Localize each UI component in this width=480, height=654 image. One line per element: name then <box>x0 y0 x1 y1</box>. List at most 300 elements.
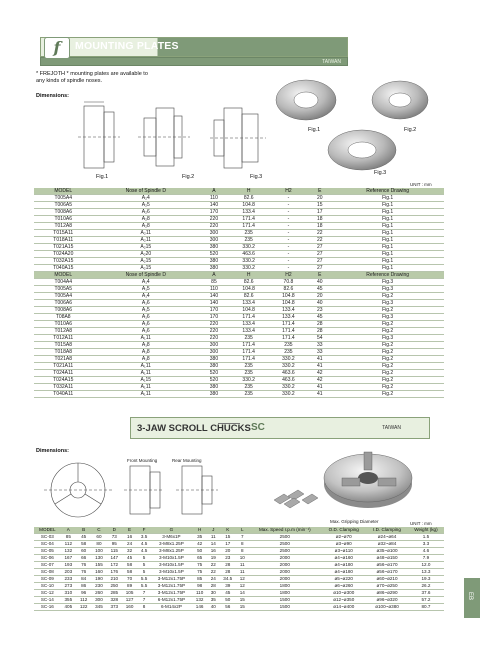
table-cell: A₁8 <box>92 349 199 356</box>
table-cell: T024A15 <box>34 377 92 384</box>
table-cell: 23 <box>219 555 236 562</box>
table-cell: 104.8 <box>269 300 309 307</box>
table-cell: A₁11 <box>92 384 199 391</box>
table-cell: 122 <box>76 604 91 611</box>
table-cell: 82.6 <box>229 195 269 202</box>
table-cell: 89 <box>122 583 137 590</box>
table-cell: 34.5 <box>219 576 236 583</box>
table-cell: 8 <box>137 604 151 611</box>
table-row <box>34 583 444 590</box>
table-cell: 45 <box>219 590 236 597</box>
table-cell: - <box>269 195 309 202</box>
table-cell: A₂15 <box>92 258 199 265</box>
table-cell: 37.6 <box>408 590 444 597</box>
table-cell: A₂5 <box>92 202 199 209</box>
table-row <box>34 307 444 314</box>
table-cell: T021A15 <box>34 244 92 251</box>
table-cell: ø60~ø210 <box>366 576 408 583</box>
table1-subheader-cell: E <box>308 272 331 279</box>
table-cell: 105 <box>122 590 137 597</box>
table-cell: 28 <box>207 583 219 590</box>
table-cell: T08A8 <box>34 314 92 321</box>
table-cell: 100 <box>91 548 106 555</box>
table-cell: A₁8 <box>92 356 199 363</box>
dimensions-label-2: Dimensions: <box>36 448 70 454</box>
table-cell: 146 <box>192 604 207 611</box>
table-cell: 4.5 <box>137 548 151 555</box>
table-cell: 110 <box>199 286 229 293</box>
table-cell: 110 <box>192 590 207 597</box>
table-cell: 82.6 <box>229 293 269 300</box>
table-cell: 28 <box>308 321 331 328</box>
table-cell: T015A8 <box>34 342 92 349</box>
table-cell: - <box>269 244 309 251</box>
table-cell: 58 <box>122 569 137 576</box>
fig-label-1: Fig.1 <box>96 174 109 180</box>
table-row <box>34 576 444 583</box>
table-row <box>34 370 444 377</box>
table-cell: 45 <box>76 534 91 541</box>
table-cell: 170 <box>199 209 229 216</box>
table-cell: 85 <box>192 576 207 583</box>
table-cell: 3-M10x1.5P <box>151 555 192 562</box>
table-cell: 20 <box>219 548 236 555</box>
table-row <box>34 244 444 251</box>
table-cell: 75 <box>192 562 207 569</box>
table-cell: 10 <box>236 555 248 562</box>
table-cell: 2500 <box>248 534 321 541</box>
table-cell: ø56~ø170 <box>366 562 408 569</box>
table-cell: 41 <box>308 356 331 363</box>
table-cell: SC-12 <box>34 590 61 597</box>
table-cell: 140 <box>199 300 229 307</box>
table2-header-cell: I.D. Clamping <box>366 527 408 534</box>
table-cell: 5 <box>137 569 151 576</box>
note-line-1: * FREJOTH * mounting plates are available to <box>36 71 148 77</box>
table-cell: 133.4 <box>269 307 309 314</box>
table-cell: 82.6 <box>269 286 309 293</box>
table-cell: T006A5 <box>34 202 92 209</box>
table-cell: 6-M12x1.75P <box>151 597 192 604</box>
table-cell: T008A6 <box>34 307 92 314</box>
table-cell: SC-03 <box>34 534 61 541</box>
table-cell: 273 <box>61 583 76 590</box>
table2-header-cell: H <box>192 527 207 534</box>
table1-subheader-row <box>34 272 444 279</box>
table-cell: A₁6 <box>92 321 199 328</box>
table-row <box>34 604 444 611</box>
table-cell: ø86~ø290 <box>366 590 408 597</box>
table-cell: ø70~ø250 <box>366 583 408 590</box>
dimensions-label: Dimensions: <box>36 93 70 99</box>
gripping-diameter-header: Max. Gripping Diameter <box>330 519 379 524</box>
table-cell: ø3~ø90 <box>321 541 366 548</box>
table-cell: A₂15 <box>92 244 199 251</box>
table-cell: 328 <box>107 597 122 604</box>
table-cell: 104.8 <box>269 293 309 300</box>
table-cell: 220 <box>199 328 229 335</box>
table-row <box>34 384 444 391</box>
table-cell: Fig.1 <box>331 251 444 258</box>
table2-header-cell: F <box>137 527 151 534</box>
table-row <box>34 279 444 286</box>
table-cell: 110 <box>199 195 229 202</box>
table-row <box>34 349 444 356</box>
table-cell: 380 <box>199 363 229 370</box>
table-cell: 12 <box>236 583 248 590</box>
table-cell: 14 <box>207 541 219 548</box>
table-cell: 115 <box>107 548 122 555</box>
table-cell: Fig.1 <box>331 258 444 265</box>
table-cell: T024A20 <box>34 251 92 258</box>
table-cell: T032A15 <box>34 258 92 265</box>
table-cell: 310 <box>61 590 76 597</box>
table-cell: 140 <box>199 202 229 209</box>
table-cell: 8 <box>236 548 248 555</box>
table-cell: 171.4 <box>229 342 269 349</box>
table-cell: 520 <box>199 370 229 377</box>
table-cell: Fig.1 <box>331 265 444 272</box>
table-cell: ø100~ø380 <box>366 604 408 611</box>
table-cell: 35 <box>192 534 207 541</box>
table-cell: 18 <box>308 223 331 230</box>
table-cell: 171.4 <box>229 216 269 223</box>
table-cell: 11 <box>236 569 248 576</box>
table-cell: A₁4 <box>92 293 199 300</box>
table-cell: 380 <box>199 356 229 363</box>
table-cell: 133.4 <box>229 300 269 307</box>
table-cell: 520 <box>199 377 229 384</box>
region-tag-2: TAIWAN <box>382 425 401 431</box>
table1-header-cell: A <box>199 188 229 195</box>
table-cell: SC-16 <box>34 604 61 611</box>
table-cell: 70.8 <box>269 279 309 286</box>
table-cell: A₂6 <box>92 209 199 216</box>
table-cell: 171.4 <box>229 223 269 230</box>
table-cell: Fig.2 <box>331 342 444 349</box>
table-cell: - <box>269 237 309 244</box>
table-cell: 5.5 <box>137 583 151 590</box>
table-cell: 50 <box>192 548 207 555</box>
table-cell: Fig.3 <box>331 300 444 307</box>
table-cell: 1500 <box>248 604 321 611</box>
table-cell: 2000 <box>248 569 321 576</box>
table-cell: 167 <box>61 555 76 562</box>
photo-label-3: Fig.3 <box>374 170 387 176</box>
table-row <box>34 391 444 398</box>
table-cell: ø32~ø84 <box>366 541 408 548</box>
table-cell: 140 <box>199 293 229 300</box>
table-cell: 235 <box>229 384 269 391</box>
table-row <box>34 251 444 258</box>
table-cell: 41 <box>308 384 331 391</box>
table-cell: A₂8 <box>92 223 199 230</box>
table-row <box>34 534 444 541</box>
table1-subheader-cell: MODEL <box>34 272 92 279</box>
table-cell: Fig.2 <box>331 328 444 335</box>
table-cell: A₁5 <box>92 286 199 293</box>
table-cell: T018A11 <box>34 237 92 244</box>
table-cell: 65 <box>192 555 207 562</box>
table-cell: 380 <box>199 244 229 251</box>
table-cell: - <box>269 223 309 230</box>
table-cell: 3-M8x1.25P <box>151 548 192 555</box>
table-cell: 56 <box>219 604 236 611</box>
jaw-pieces-photo <box>270 480 326 510</box>
table-cell: 2000 <box>248 576 321 583</box>
table-cell: 11 <box>236 562 248 569</box>
table-cell: 176 <box>107 569 122 576</box>
section-title-2: 3-JAW SCROLL CHUCKS <box>137 423 251 434</box>
table-cell: 39 <box>219 583 236 590</box>
table-cell: ø56~ø170 <box>366 569 408 576</box>
table-cell: T040A15 <box>34 265 92 272</box>
table-cell: 24 <box>122 541 137 548</box>
table-cell: 41 <box>308 391 331 398</box>
table-cell: 463.6 <box>229 251 269 258</box>
table-cell: 3-M10x1.5P <box>151 562 192 569</box>
table-cell: 7 <box>236 534 248 541</box>
table-row <box>34 328 444 335</box>
table-cell: 28 <box>219 562 236 569</box>
table-cell: ø3~ø110 <box>321 548 366 555</box>
table-cell: 220 <box>199 335 229 342</box>
table-row <box>34 569 444 576</box>
table-cell: A₁6 <box>92 300 199 307</box>
table-cell: 133.4 <box>269 314 309 321</box>
table-cell: 4.5 <box>137 541 151 548</box>
table-cell: 27 <box>308 251 331 258</box>
table-cell: 58 <box>122 562 137 569</box>
mounting-plates-table <box>34 188 444 398</box>
table-cell: - <box>269 216 309 223</box>
table-cell: A₁11 <box>92 335 199 342</box>
table-cell: 235 <box>269 342 309 349</box>
table-cell: 170 <box>199 314 229 321</box>
page-side-tab <box>464 578 480 618</box>
table-cell: 133.4 <box>229 321 269 328</box>
table-row <box>34 230 444 237</box>
table1-subheader-cell: H2 <box>269 272 309 279</box>
table-row <box>34 555 444 562</box>
table-cell: SC-04 <box>34 541 61 548</box>
table-cell: A₁6 <box>92 314 199 321</box>
table-cell: 220 <box>199 321 229 328</box>
table-cell: 76 <box>76 562 91 569</box>
table-cell: - <box>269 251 309 258</box>
table-cell: 2000 <box>248 562 321 569</box>
table-row <box>34 562 444 569</box>
table-cell: 60 <box>76 548 91 555</box>
brand-logo: f <box>44 37 70 59</box>
table-cell: 1800 <box>248 583 321 590</box>
table-cell: 15 <box>219 534 236 541</box>
table-cell: A₂11 <box>92 237 199 244</box>
table-cell: ø96~ø320 <box>366 597 408 604</box>
table2-header-cell: C <box>91 527 106 534</box>
table-row <box>34 356 444 363</box>
table-cell: 380 <box>199 391 229 398</box>
table-cell: Fig.1 <box>331 244 444 251</box>
table-cell: 193 <box>61 562 76 569</box>
table-row <box>34 335 444 342</box>
table-cell: 42 <box>192 541 207 548</box>
table-cell: 155 <box>91 562 106 569</box>
table-row <box>34 300 444 307</box>
table-cell: 42 <box>308 370 331 377</box>
table-cell: 85 <box>199 279 229 286</box>
table-cell: T005A4 <box>34 195 92 202</box>
scroll-chucks-header-band <box>130 417 430 439</box>
table-cell: 170 <box>199 307 229 314</box>
table-cell: T008A6 <box>34 209 92 216</box>
table-cell: 40 <box>207 604 219 611</box>
table-cell: 7 <box>137 597 151 604</box>
table-cell: 42 <box>308 377 331 384</box>
table-cell: 203 <box>61 569 76 576</box>
table-cell: ø24~ø64 <box>366 534 408 541</box>
table-cell: 520 <box>199 251 229 258</box>
table-row <box>34 265 444 272</box>
table1-header-cell: MODEL <box>34 188 92 195</box>
table-cell: 5.5 <box>137 576 151 583</box>
table-cell: - <box>269 202 309 209</box>
table-cell: 210 <box>107 576 122 583</box>
table-cell: 112 <box>76 597 91 604</box>
table-cell: ø48~ø150 <box>366 555 408 562</box>
table-cell: A₂4 <box>92 195 199 202</box>
table-cell: 172 <box>107 562 122 569</box>
table2-header-cell: A <box>61 527 76 534</box>
table-cell: 235 <box>229 237 269 244</box>
table-cell: 45 <box>122 555 137 562</box>
photo-label-1: Fig.1 <box>308 127 321 133</box>
table-cell: 285 <box>107 590 122 597</box>
table-cell: 133.4 <box>229 328 269 335</box>
table-cell: Fig.1 <box>331 216 444 223</box>
table-cell: 1800 <box>248 590 321 597</box>
table1-subheader-cell: A <box>199 272 229 279</box>
table-cell: 300 <box>199 349 229 356</box>
table2-header-cell: L <box>236 527 248 534</box>
photo-label-2: Fig.2 <box>404 127 417 133</box>
table-cell: ø5~ø220 <box>321 576 366 583</box>
table-cell: 171.4 <box>269 335 309 342</box>
table-cell: 70 <box>122 576 137 583</box>
table-cell: 8 <box>236 541 248 548</box>
page-tab-text: ЕВ <box>467 592 473 601</box>
table-cell: T012A8 <box>34 328 92 335</box>
table-cell: 22 <box>207 569 219 576</box>
note-line-2: any kinds of spindle noses. <box>36 78 103 84</box>
table-row <box>34 363 444 370</box>
table-cell: - <box>269 209 309 216</box>
table1-header-cell: E <box>308 188 331 195</box>
table2-header-cell: B <box>76 527 91 534</box>
table-cell: Fig.3 <box>331 279 444 286</box>
table1-header-cell: H2 <box>269 188 309 195</box>
table-cell: SC-05 <box>34 548 61 555</box>
table-cell: 16 <box>122 534 137 541</box>
table-cell: 13.3 <box>408 569 444 576</box>
table-cell: 12 <box>236 576 248 583</box>
table2-header-cell: G <box>151 527 192 534</box>
table-cell: T005A4 <box>34 293 92 300</box>
table-cell: 355 <box>61 597 76 604</box>
table2-header-cell: K <box>219 527 236 534</box>
table-cell: Fig.3 <box>331 286 444 293</box>
table-cell: ø2~ø70 <box>321 534 366 541</box>
table-cell: T010A6 <box>34 321 92 328</box>
table-cell: A₂11 <box>92 230 199 237</box>
table-cell: T010A6 <box>34 216 92 223</box>
table2-header-cell: O.D. Clamping <box>321 527 366 534</box>
table-cell: Fig.1 <box>331 209 444 216</box>
table-cell: 330.2 <box>229 377 269 384</box>
table1-header-cell: Nose of Spindle D <box>92 188 199 195</box>
table-cell: 15 <box>236 597 248 604</box>
table-cell: 27 <box>308 265 331 272</box>
table-cell: Fig.2 <box>331 391 444 398</box>
table-cell: 3.5 <box>137 534 151 541</box>
table-cell: 7 <box>137 590 151 597</box>
table-cell: 22 <box>308 237 331 244</box>
table-cell: 11 <box>207 534 219 541</box>
table-cell: SC-14 <box>34 597 61 604</box>
table-cell: 380 <box>199 384 229 391</box>
mounting-plate-drawings <box>60 96 290 186</box>
fig-label-3: Fig.3 <box>250 174 263 180</box>
table-cell: 300 <box>199 237 229 244</box>
table-row <box>34 314 444 321</box>
table-cell: 16 <box>207 548 219 555</box>
table-cell: A₂20 <box>92 251 199 258</box>
table-cell: 171.4 <box>229 356 269 363</box>
table-cell: 96 <box>76 590 91 597</box>
table-cell: 27 <box>308 244 331 251</box>
table-row <box>34 216 444 223</box>
table-cell: Fig.2 <box>331 363 444 370</box>
table-cell: SC-06 <box>34 555 61 562</box>
table-cell: 260 <box>91 590 106 597</box>
table2-header-cell: MODEL <box>34 527 61 534</box>
table-cell: 18 <box>308 216 331 223</box>
table-cell: SC-09 <box>34 576 61 583</box>
table-cell: 23 <box>308 307 331 314</box>
mounting-plates-header-band <box>40 37 348 57</box>
table-cell: 230 <box>91 583 106 590</box>
chuck-photo <box>320 440 416 510</box>
rear-mounting-label: Rear Mounting <box>172 458 202 463</box>
table-cell: 112 <box>61 541 76 548</box>
table-cell: 15 <box>308 202 331 209</box>
table-cell: 3-M12x1.75P <box>151 583 192 590</box>
table-cell: 2500 <box>248 548 321 555</box>
table-row <box>34 548 444 555</box>
table-cell: 41 <box>308 363 331 370</box>
table-cell: 45 <box>308 286 331 293</box>
table-cell: A₂8 <box>92 216 199 223</box>
table2-header-cell: Weight (kg) <box>408 527 444 534</box>
table-cell: 3-M12x1.75P <box>151 576 192 583</box>
table-cell: 104.8 <box>229 286 269 293</box>
table-cell: ø35~ø100 <box>366 548 408 555</box>
table-row <box>34 321 444 328</box>
table-cell: 33 <box>308 349 331 356</box>
table-cell: 380 <box>199 265 229 272</box>
chuck-drawings <box>34 460 244 520</box>
table-cell: 4.6 <box>408 548 444 555</box>
